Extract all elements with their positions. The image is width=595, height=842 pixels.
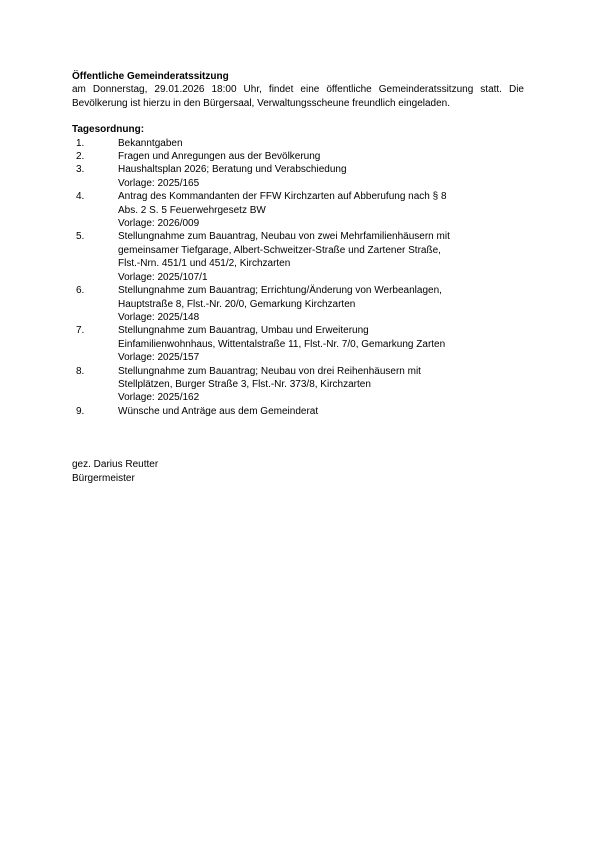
signature-title: Bürgermeister	[72, 472, 135, 484]
agenda-item-line: Vorlage: 2025/148	[118, 311, 200, 323]
document-heading: Öffentliche Gemeinderatssitzung	[72, 71, 229, 82]
agenda-item-number: 6.	[76, 285, 85, 297]
agenda-item-line: Vorlage: 2025/157	[118, 352, 200, 364]
signature-block	[72, 458, 524, 485]
agenda-item-number: 4.	[76, 191, 85, 203]
agenda-item-line: Stellungnahme zum Bauantrag, Neubau von zwei Mehrfamilienhäusern mit	[118, 231, 450, 243]
agenda-item-line: Bekanntgaben	[118, 137, 183, 149]
agenda-item-line: Haushaltsplan 2026; Beratung und Verabschiedung	[118, 164, 347, 176]
agenda-item-text	[118, 230, 524, 284]
agenda-item-line: Abs. 2 S. 5 Feuerwehrgesetz BW	[118, 204, 266, 216]
agenda-item-text	[118, 190, 524, 230]
agenda-item-number: 2.	[76, 151, 85, 163]
agenda-item-text	[118, 137, 524, 150]
agenda-item-line: Einfamilienwohnhaus, Wittentalstraße 11, Flst.-Nr. 7/0, Gemarkung Zarten	[118, 338, 446, 350]
signature-name: gez. Darius Reutter	[72, 459, 159, 471]
agenda-item-line: Hauptstraße 8, Flst.-Nr. 20/0, Gemarkung Kirchzarten	[118, 298, 356, 310]
agenda-item-number: 1.	[76, 137, 85, 149]
agenda-list	[72, 137, 524, 419]
agenda-item	[72, 405, 524, 418]
agenda-item	[72, 137, 524, 150]
agenda-heading: Tagesordnung:	[72, 124, 145, 136]
agenda-item-line: Stellungnahme zum Bauantrag; Errichtung/Änderung von Werbeanlagen,	[118, 285, 442, 297]
agenda-item	[72, 163, 524, 190]
agenda-item	[72, 190, 524, 230]
agenda-item-line: Vorlage: 2025/165	[118, 177, 200, 189]
agenda-item-line: Antrag des Kommandanten der FFW Kirchzarten auf Abberufung nach § 8	[118, 191, 447, 203]
agenda-item-line: gemeinsamer Tiefgarage, Albert-Schweitzer-Straße und Zartener Straße,	[118, 244, 441, 256]
agenda-item	[72, 365, 524, 405]
agenda-item-text	[118, 150, 524, 163]
agenda-item-text	[118, 324, 524, 364]
agenda-item-line: Flst.-Nrn. 451/1 und 451/2, Kirchzarten	[118, 258, 291, 270]
agenda-item-line: Vorlage: 2025/162	[118, 392, 200, 404]
agenda-item	[72, 150, 524, 163]
agenda-item-number: 9.	[76, 405, 85, 417]
agenda-item	[72, 284, 524, 324]
agenda-item-number: 8.	[76, 365, 85, 377]
agenda-item-line: Vorlage: 2025/107/1	[118, 271, 208, 283]
agenda-item-line: Stellplätzen, Burger Straße 3, Flst.-Nr. 373/8, Kirchzarten	[118, 378, 371, 390]
agenda-item-number: 3.	[76, 164, 85, 176]
agenda-item-number: 5.	[76, 231, 85, 243]
agenda-item-text	[118, 405, 524, 418]
agenda-item	[72, 230, 524, 284]
agenda-item-line: Fragen und Anregungen aus der Bevölkerung	[118, 151, 321, 163]
agenda-item-line: Stellungnahme zum Bauantrag, Umbau und Erweiterung	[118, 325, 369, 337]
agenda-item-text	[118, 365, 524, 405]
document-page	[72, 70, 524, 485]
agenda-item	[72, 324, 524, 364]
intro-paragraph: am Donnerstag, 29.01.2026 18:00 Uhr, findet eine öffentliche Gemeinderatssitzung statt. Die Bevölkerung ist hierzu in den Bürgersaal, Verwaltungsscheune freundlich eingeladen.	[72, 84, 524, 109]
agenda-item-line: Stellungnahme zum Bauantrag; Neubau von drei Reihenhäusern mit	[118, 365, 421, 377]
agenda-item-number: 7.	[76, 325, 85, 337]
agenda-item-line: Vorlage: 2026/009	[118, 218, 200, 230]
agenda-item-line: Wünsche und Anträge aus dem Gemeinderat	[118, 405, 319, 417]
agenda-item-text	[118, 163, 524, 190]
agenda-item-text	[118, 284, 524, 324]
